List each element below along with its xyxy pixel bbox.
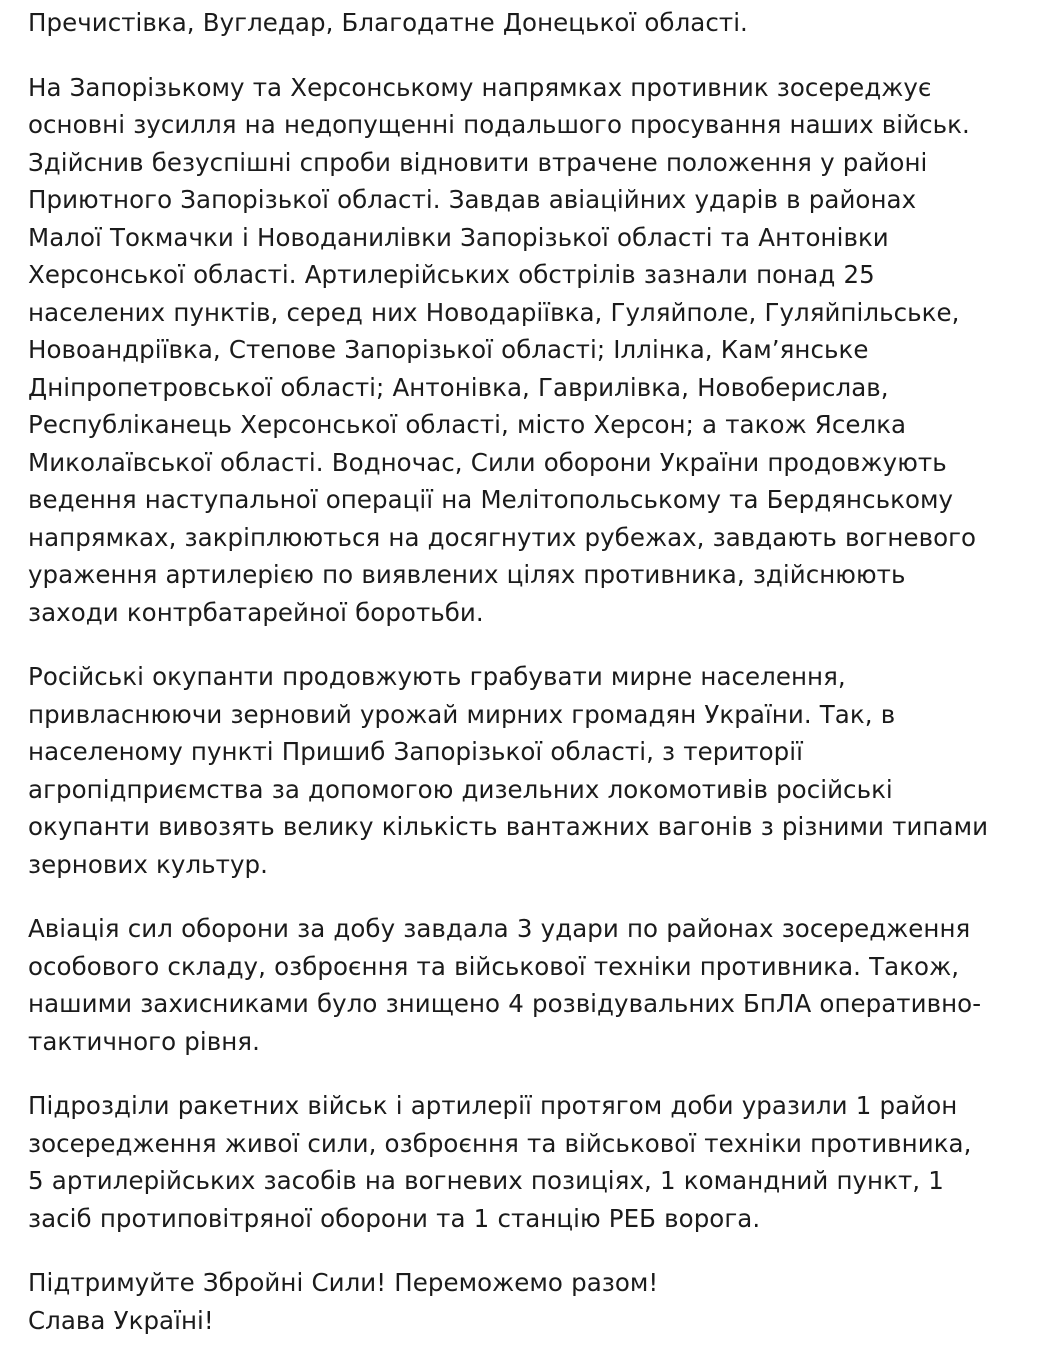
closing-line-slava: Слава Україні!: [28, 1305, 214, 1335]
paragraph-2: На Запорізькому та Херсонському напрямках противник зосереджує основні зусилля на недопущенні подальшого просування наших військ. Здійснив безуспішні спроби відновити втрачене положення у районі Приютного Запорізької області. Завдав авіаційних ударів в районах Малої Токмачки і Новоданилівки Запорізької області та Антонівки Херсонської області. Артилерійських обстрілів зазнали понад 25 населених пунктів, серед них Новодаріївка, Гуляйполе, Гуляйпільське, Новоандріївка, Степове Запорізької області; Іллінка, Кам’янське Дніпропетровської області; Антонівка, Гаврилівка, Новоберислав, Республіканець Херсонської області, місто Херсон; а також Яселка Миколаївської області. Водночас, Сили оборони України продовжують ведення наступальної операції на Мелітопольському та Бердянському напрямках, закріплюються на досягнутих рубежах, завдають вогневого ураження артилерією по виявлених цілях противника, здійснюють заходи контрбатарейної боротьби.: [28, 72, 977, 627]
paragraph-4: Авіація сил оборони за добу завдала 3 удари по районах зосередження особового складу, озброєння та військової техніки противника. Також, нашими захисниками було знищено 4 розвідувальних БпЛА оперативно-тактичного рівня.: [28, 914, 982, 1056]
closing-line-support: Підтримуйте Збройні Сили! Переможемо разом!: [28, 1268, 659, 1297]
paragraph-1: Пречистівка, Вугледар, Благодатне Донецької області.: [28, 8, 748, 37]
closing-block: [28, 1264, 991, 1339]
paragraph-5: Підрозділи ракетних військ і артилерії протягом доби уразили 1 район зосередження живої сили, озброєння та військової техніки противника, 5 артилерійських засобів на вогневих позиціях, 1 командний пункт, 1 засіб протиповітряної оборони та 1 станцію РЕБ ворога.: [28, 1091, 972, 1233]
paragraph-3: Російські окупанти продовжують грабувати мирне населення, привласнюючи зерновий урожай мирних громадян України. Так, в населеному пункті Пришиб Запорізької області, з території агропідприємства за допомогою дизельних локомотивів російські окупанти вивозять велику кількість вантажних вагонів з різними типами зернових культур.: [28, 662, 989, 879]
